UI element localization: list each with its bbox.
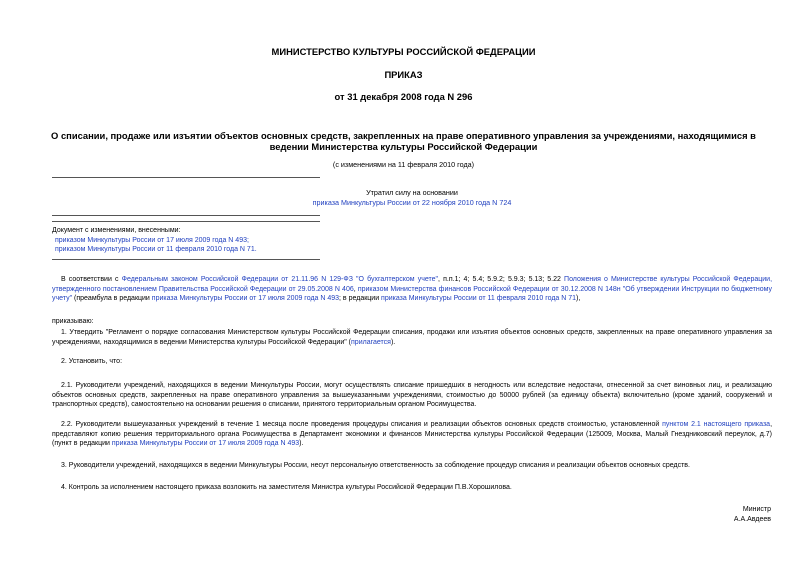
item-2-2-text: , представляют копию решения территориального органа Росимущества в Департамент экономики и финансов Министерства культуры Российской Федерации (125009, Москва, Малый Гнездниковский переулок, д.7) (пункт в редакции: [52, 421, 773, 448]
preamble-text: ; в редакции: [339, 295, 382, 303]
law-129fz-link[interactable]: Федеральным законом Российской Федерации от 21.11.96 N 129-ФЗ "О бухгалтерском учете": [121, 276, 439, 283]
item-1: [52, 328, 772, 347]
signature-role: Министр: [742, 506, 771, 513]
divider: [52, 259, 320, 260]
divider: [52, 177, 320, 178]
preamble-text: ,: [353, 285, 358, 293]
doc-type-heading: ПРИКАЗ: [384, 69, 423, 80]
order-493-link[interactable]: приказа Минкультуры России от 17 июля 2009 года N 493: [111, 440, 300, 448]
order-493-link[interactable]: приказа Минкультуры России от 17 июля 2009 года N 493: [151, 295, 340, 303]
changes-block: [52, 226, 257, 255]
order-word: приказываю:: [52, 318, 94, 325]
item-4: 4. Контроль за исполнением настоящего приказа возложить на заместителя Министра культуры Российской Федерации П.В.Хорошилова.: [61, 484, 512, 491]
status-block: [52, 188, 772, 208]
preamble-text: , п.п.1; 4; 5.4; 5.9.2; 5.9.3; 5.13; 5.22: [438, 276, 565, 283]
repeal-link[interactable]: приказа Минкультуры России от 22 ноября 2010 года N 724: [312, 198, 512, 207]
status-text: Утратил силу на основании: [366, 188, 458, 197]
signature-name: А.А.Авдеев: [733, 515, 771, 523]
change-link-2[interactable]: приказом Минкультуры России от 11 февраля 2010 года N 71.: [55, 246, 257, 254]
item-1-text: 1. Утвердить "Регламент о порядке согласования Министерством культуры Российской Федерации списания, продажи или изъятия объектов основных средств, закрепленных на праве оперативного управления за учреждениями, находящимися в ведении Министерства культуры Российской Федерации" (: [52, 329, 772, 346]
minfin-order-link[interactable]: приказом Министерства финансов Российской Федерации от 30.12.2008 N 148н "Об утверждении Инструкции по бюджетному учету": [52, 285, 773, 303]
doc-title: О списании, продаже или изъятии объектов основных средств, закрепленных на праве оперативного управления за учреждениями, находящимися в ведении Министерства культуры Российской Федерации: [51, 130, 756, 152]
item-2-2-text: ).: [299, 440, 304, 448]
revision-note: (с изменениями на 11 февраля 2010 года): [332, 160, 475, 169]
preamble-text: ),: [576, 295, 581, 303]
item-2-2: [52, 420, 772, 449]
preamble-paragraph: [52, 275, 772, 304]
appendix-link[interactable]: прилагается: [351, 338, 391, 346]
divider: [52, 221, 320, 222]
item-2: 2. Установить, что:: [61, 358, 123, 365]
item-1-end: ).: [390, 338, 396, 346]
item-3: 3. Руководители учреждений, находящихся в ведении Минкультуры России, несут персональную ответственность за соблюдение процедур списания и реализации объектов основных средств.: [61, 462, 690, 469]
changes-intro: Документ с изменениями, внесенными:: [52, 227, 181, 234]
doc-date-heading: от 31 декабря 2008 года N 296: [334, 91, 473, 102]
change-link-1[interactable]: приказом Минкультуры России от 17 июля 2009 года N 493;: [55, 236, 249, 244]
item-2-2-text: 2.2. Руководители вышеуказанных учреждений в течение 1 месяца после проведения процедуры списания и реализации объектов основных средств стоимостью, установленной: [61, 421, 663, 428]
ministry-heading: МИНИСТЕРСТВО КУЛЬТУРЫ РОССИЙСКОЙ ФЕДЕРАЦИИ: [271, 46, 536, 57]
preamble-text: В соответствии с: [61, 276, 122, 283]
ministry-regulation-link[interactable]: Положения о Министерстве культуры Российской Федерации, утвержденного постановлением Правительства Российской Федерации от 29.05.2008 N 406: [52, 276, 773, 293]
preamble-text: (преамбула в редакции: [72, 295, 152, 303]
clause-2-1-link[interactable]: пунктом 2.1 настоящего приказа: [662, 421, 771, 428]
order-71-link[interactable]: приказа Минкультуры России от 11 февраля 2010 года N 71: [381, 295, 577, 303]
divider: [52, 215, 320, 216]
item-2-1: 2.1. Руководители учреждений, находящихся в ведении Минкультуры России, могут осуществлять списание пришедших в негодность или вследствие недостачи, отнесенной за счет виновных лиц, и реализацию объектов основных средств, закрепленных на праве оперативного управления за вышеуказанными учреждениями, стоимостью до 50000 рублей (за единицу объекта) включительно (кроме зданий, сооружений и транспортных средств), самостоятельно на основании решения о списании, принятого территориальным органом Росимущества.: [52, 382, 772, 409]
signature-block: [734, 505, 771, 524]
